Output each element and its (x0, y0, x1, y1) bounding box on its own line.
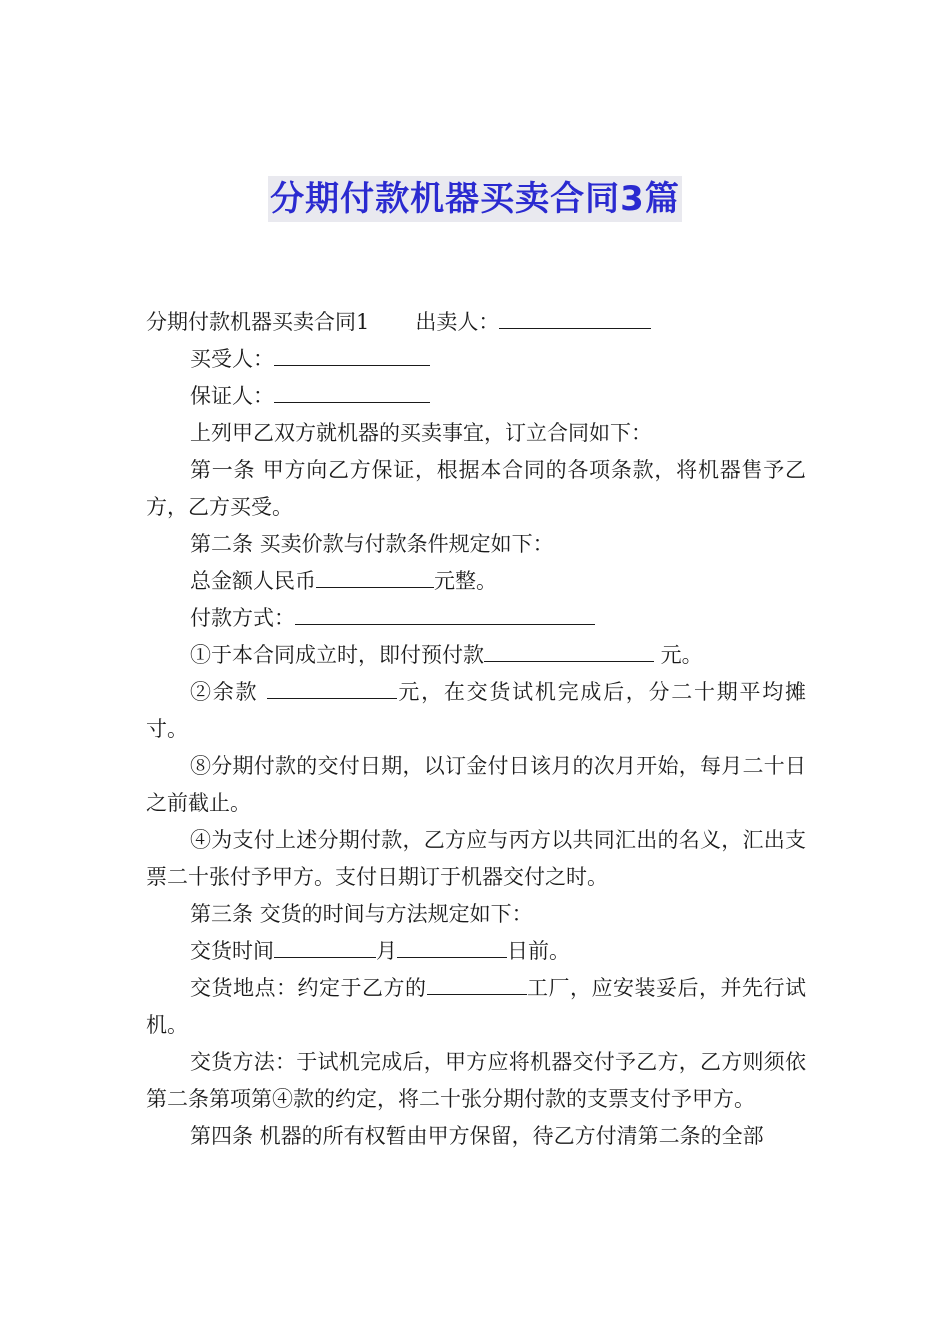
delivery-time-prefix: 交货时间 (190, 939, 274, 963)
item-1-suffix: 元。 (654, 643, 703, 667)
seller-blank (499, 306, 651, 329)
intro-line (146, 415, 806, 452)
document-body (146, 304, 806, 1155)
delivery-place-prefix: 交货地点：约定于乙方的 (190, 976, 427, 1000)
delivery-month-blank (274, 935, 376, 958)
item-1-line (146, 637, 806, 674)
total-prefix: 总金额人民币 (190, 569, 316, 593)
delivery-time-suffix: 日前。 (507, 939, 570, 963)
article-3-line (146, 896, 806, 933)
delivery-place (146, 970, 806, 1044)
buyer-line (146, 341, 806, 378)
item-2-suffix: 元，在交货试机完成后，分二十期平均摊寸。 (146, 680, 807, 741)
delivery-day-blank (397, 935, 507, 958)
article-1: 第一条 甲方向乙方保证，根据本合同的各项条款，将机器售予乙方，乙方买受。 (146, 458, 806, 519)
item-2 (146, 674, 806, 748)
total-amount-line (146, 563, 806, 600)
item-1-prefix: ①于本合同成立时，即付预付款 (190, 643, 484, 667)
delivery-time-line (146, 933, 806, 970)
delivery-method: 交货方法：于试机完成后，甲方应将机器交付予乙方，乙方则须依第二条第项第④款的约定，将二十张分期付款的支票支付予甲方。 (146, 1050, 806, 1111)
delivery-time-month: 月 (376, 939, 397, 963)
total-blank (316, 565, 434, 588)
seller-label: 出卖人： (415, 310, 500, 334)
payment-method-label: 付款方式： (190, 606, 295, 630)
guarantor-label: 保证人： (190, 384, 274, 408)
article-3-text: 第三条 交货的时间与方法规定如下： (190, 902, 533, 926)
item-4: ④为支付上述分期付款，乙方应与丙方以共同汇出的名义，汇出支票二十张付予甲方。支付日期订于机器交付之时。 (146, 828, 806, 889)
delivery-place-blank (427, 972, 527, 995)
item-2-prefix: ②余款 (190, 680, 267, 704)
payment-method-blank (295, 602, 595, 625)
article-2-line (146, 526, 806, 563)
heading-line (146, 304, 806, 341)
article-4-text: 第四条 机器的所有权暂由甲方保留，待乙方付清第二条的全部 (190, 1124, 764, 1148)
intro-text: 上列甲乙双方就机器的买卖事宜，订立合同如下： (190, 421, 652, 445)
contract-label: 分期付款机器买卖合同1 (146, 310, 370, 334)
article-4-line (146, 1118, 806, 1155)
guarantor-line (146, 378, 806, 415)
item-3: ⑧分期付款的交付日期，以订金付日该月的次月开始，每月二十日之前截止。 (146, 754, 806, 815)
article-2-text: 第二条 买卖价款与付款条件规定如下： (190, 532, 554, 556)
document-title: 分期付款机器买卖合同3篇 (268, 176, 682, 222)
title-wrap (0, 176, 950, 222)
payment-method-line (146, 600, 806, 637)
total-suffix: 元整。 (434, 569, 497, 593)
delivery-place-suffix: 工厂，应安装妥后，并先行试机。 (146, 976, 806, 1037)
guarantor-blank (274, 380, 430, 403)
buyer-blank (274, 343, 430, 366)
buyer-label: 买受人： (190, 347, 274, 371)
item-1-blank (484, 639, 654, 662)
item-2-blank (267, 676, 397, 699)
